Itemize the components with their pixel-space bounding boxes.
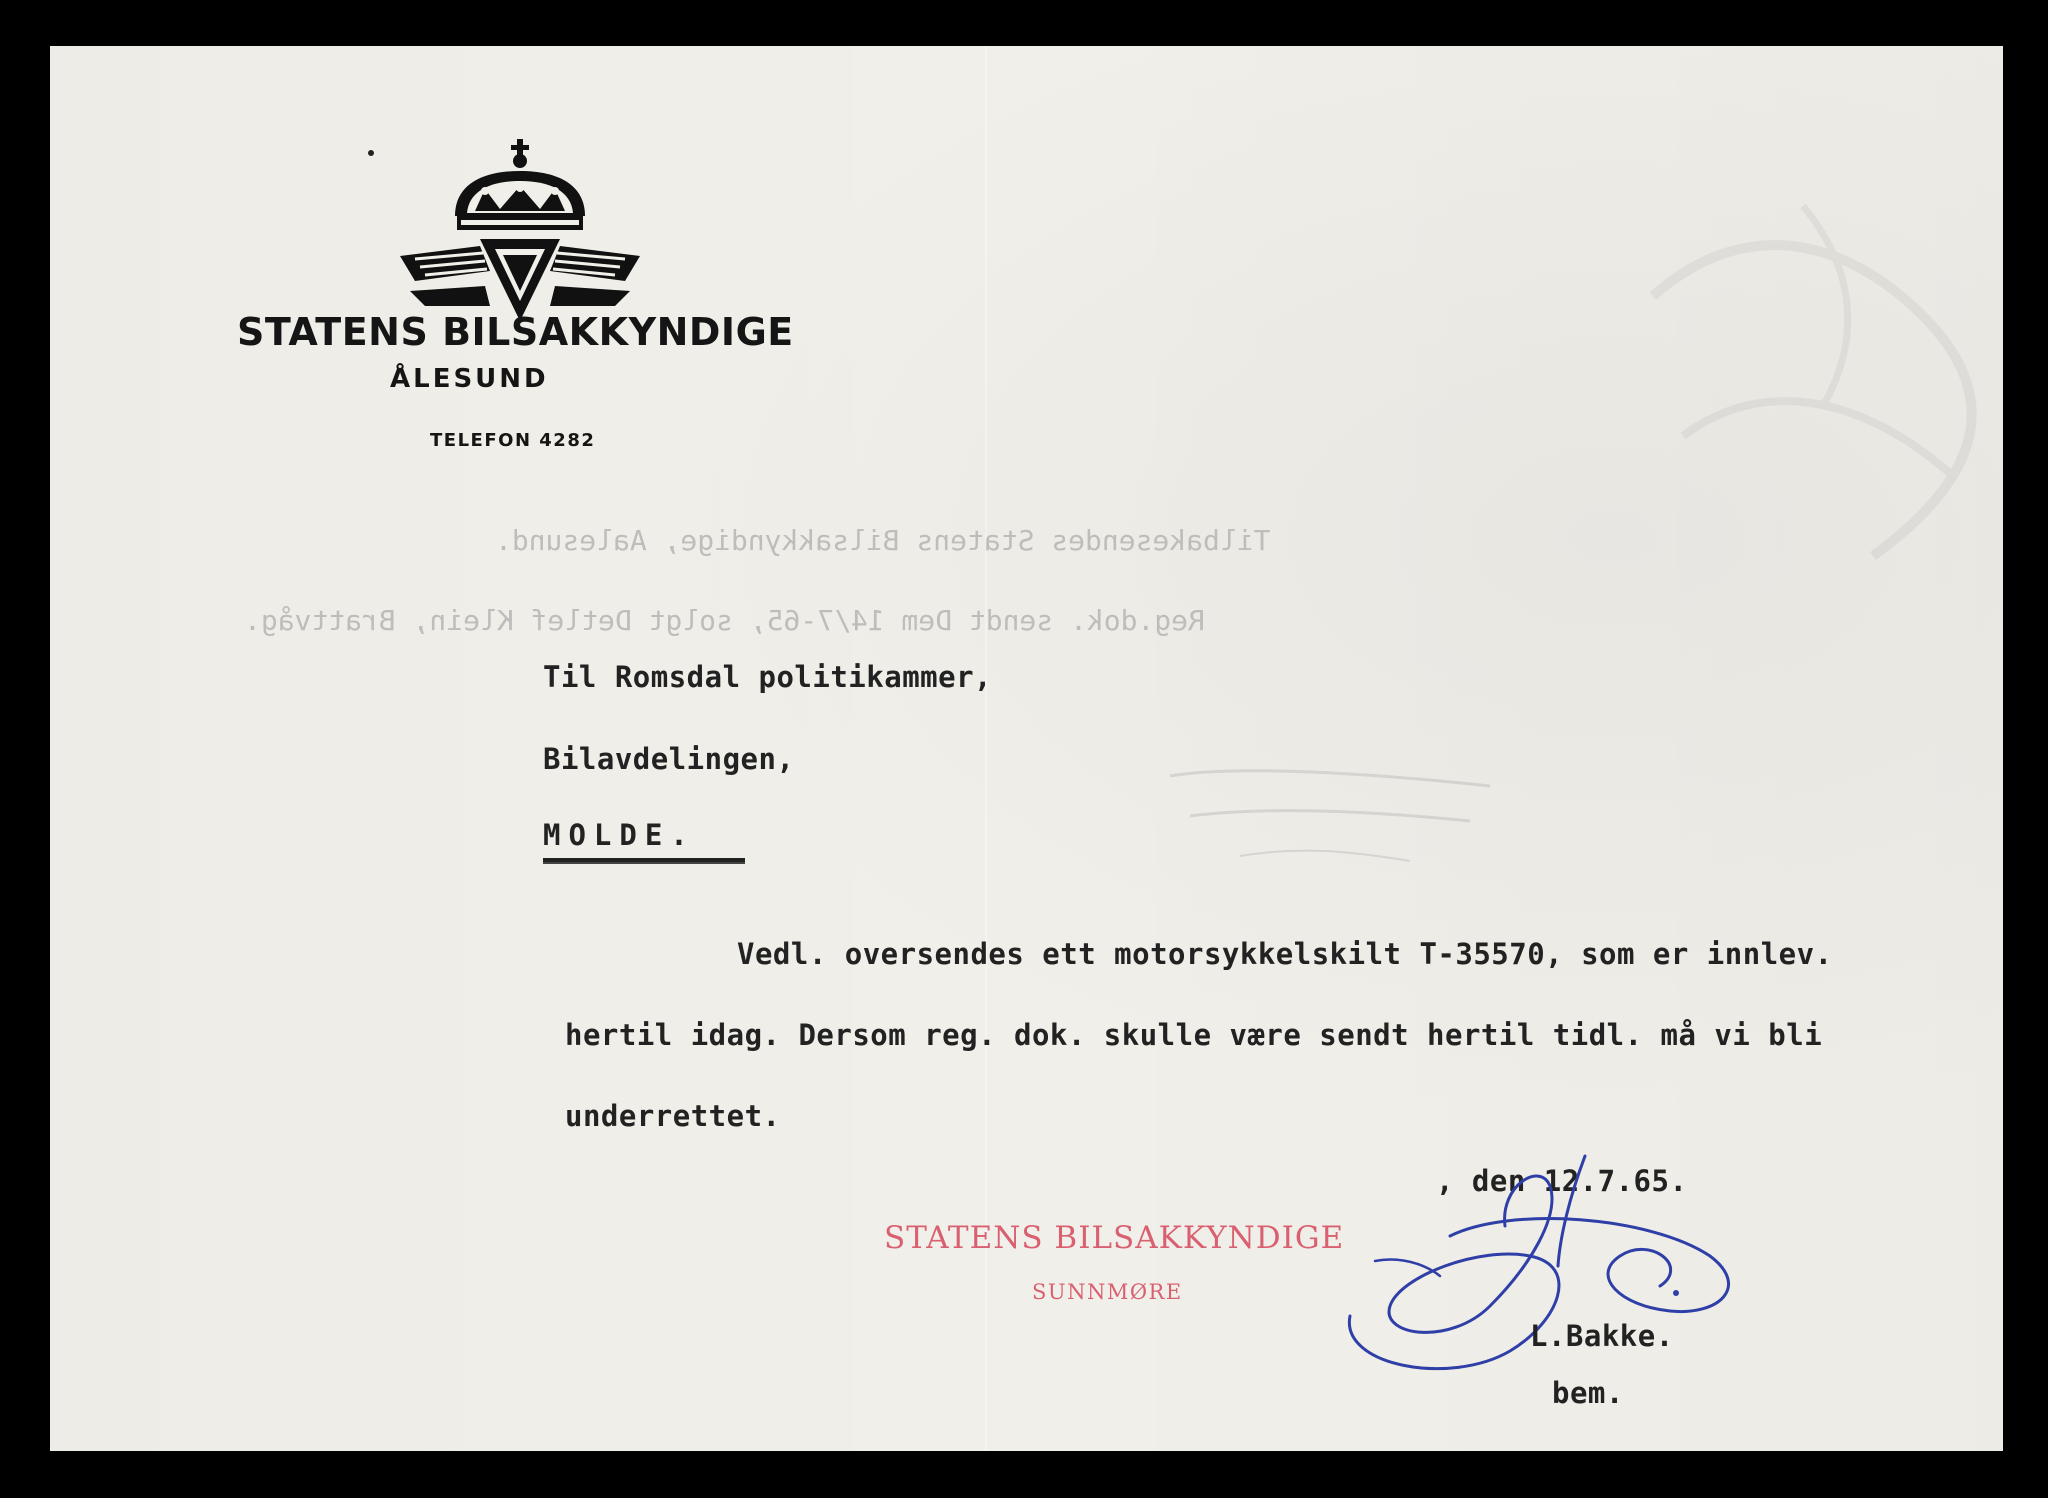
signer-name: L.Bakke. [1530, 1319, 1674, 1353]
org-city: ÅLESUND [390, 364, 549, 394]
body-line-3: underrettet. [565, 1099, 781, 1133]
address-line-2: Bilavdelingen, [543, 742, 795, 776]
org-phone: TELEFON 4282 [430, 430, 596, 451]
address-line-3: MOLDE. [543, 818, 696, 852]
stamp-line-2: SUNNMØRE [1032, 1280, 1183, 1304]
background-flourish [1623, 176, 2003, 596]
ink-speck [368, 150, 374, 156]
address-underline [543, 858, 745, 864]
body-line-2: hertil idag. Dersom reg. dok. skulle være sendt hertil tidl. må vi bli [565, 1018, 1823, 1052]
signer-title: bem. [1552, 1376, 1624, 1410]
ink-speck-blue [1673, 1290, 1679, 1296]
org-name: STATENS BILSAKKYNDIGE [237, 310, 794, 354]
address-line-1: Til Romsdal politikammer, [543, 660, 992, 694]
body-line-1: Vedl. oversendes ett motorsykkelskilt T-35570, som er innlev. [737, 937, 1833, 971]
crown-wings-emblem-icon [395, 131, 645, 336]
date-line: , den 12.7.65. [1436, 1164, 1688, 1198]
bleedthrough-stamp-icon [1150, 746, 1510, 886]
letter-page [50, 46, 2003, 1451]
stamp-line-1: STATENS BILSAKKYNDIGE [884, 1220, 1345, 1256]
bleedthrough-line-1: Tilbakesendes Statens Bilsakkyndige, Aalesund. [495, 524, 1271, 557]
bleedthrough-line-2: Reg.dok. sendt Dem 14/7-65, solgt Detlef Klein, Brattvåg. [244, 604, 1205, 637]
